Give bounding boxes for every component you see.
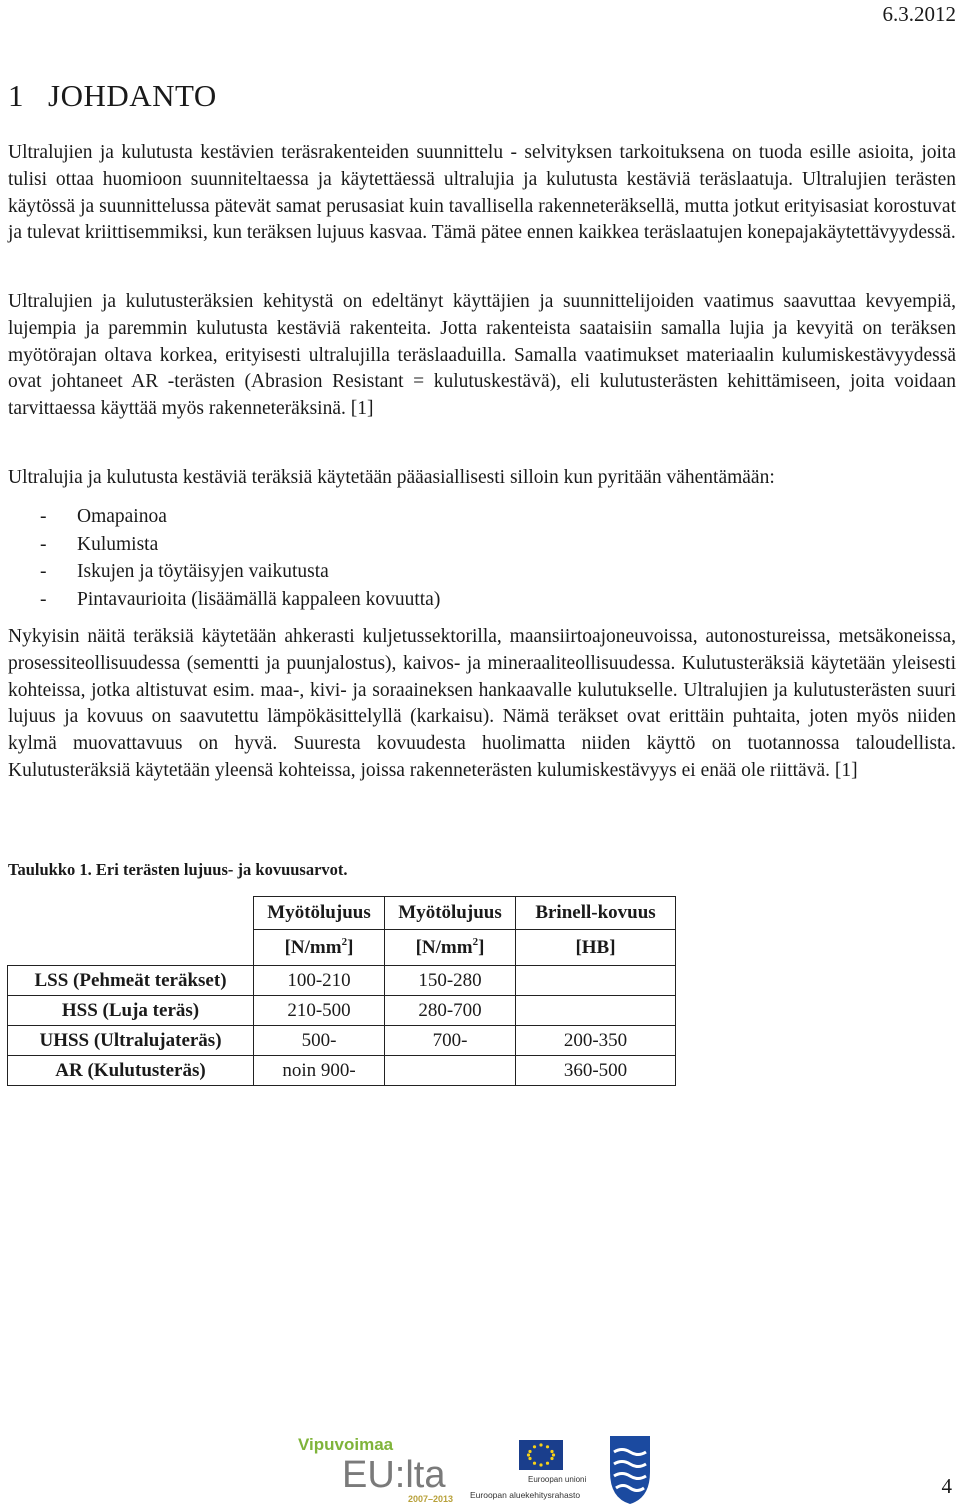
section-number: 1	[8, 78, 24, 113]
list-item: - Iskujen ja töytäisyjen vaikutusta	[40, 561, 329, 582]
footer-logos	[298, 1432, 660, 1506]
steel-properties-table	[7, 896, 676, 1086]
svg-text:Euroopan aluekehitysrahasto: Euroopan aluekehitysrahasto	[470, 1490, 581, 1500]
table-unit-cell: [HB]	[516, 930, 676, 966]
document-date: 6.3.2012	[882, 2, 956, 26]
table-cell	[516, 996, 676, 1026]
table-cell: 210-500	[254, 996, 385, 1026]
eu-flag-icon	[470, 1440, 586, 1500]
table-unit-row	[8, 930, 676, 966]
table-row-label: LSS (Pehmeät teräkset)	[8, 966, 254, 996]
table-row	[8, 996, 676, 1026]
table-unit-cell: $[N/mm^2]$	[254, 930, 385, 966]
paragraph-intro: Ultralujien ja kulutusta kestävien teräsrakenteiden suunnittelu - selvityksen tarkoituksena on tuoda esille asioita, joita tulisi ottaa huomioon suunniteltaessa ja käytettäessä ultralujia ja kulutusta kestäviä teräslaatuja. Ultralujien terästen käytössä ja suunnittelussa pätevät samat perusasiat kuin tavallisella rakenneteräksellä, mutta jotkut erityisasiat korostuvat ja tulevat kriittisemmiksi, kun teräksen lujuus kasvaa. Tämä pätee ennen kaikkea teräslaatujen konepajakäytettävyydessä.	[8, 142, 956, 244]
table-row-label: AR (Kulutusteräs)	[8, 1056, 254, 1086]
list-item: - Omapainoa	[40, 506, 167, 527]
table-caption: Taulukko 1. Eri terästen lujuus- ja kovuusarvot.	[8, 860, 348, 879]
table-row	[8, 966, 676, 996]
table-cell: 500-	[254, 1026, 385, 1056]
reduction-list	[40, 503, 440, 613]
table-row	[8, 1056, 676, 1086]
table-cell: 700-	[385, 1026, 516, 1056]
table-cell: 280-700	[385, 996, 516, 1026]
paragraph-development: Ultralujien ja kulutusteräksien kehitystä on edeltänyt käyttäjien ja suunnittelijoiden vaatimus saavuttaa kevyempiä, lujempia ja paremmin kulutusta kestäviä rakenteita. Jotta rakenteista saataisiin samalla lujia ja kevyitä on teräksen myötörajan oltava korkea, erityisesti ultralujilla teräslaaduilla. Samalla vaatimukset materiaalin kulumiskestävyydessä ovat johtaneet AR -terästen (Abrasion Resistant = kulutuskestävä), eli kulutusterästen kehittämiseen, joita voidaan tarvittaessa käyttää myös rakenneteräksinä. [1]	[8, 291, 956, 420]
section-heading	[8, 78, 217, 114]
table-header-cell: Myötölujuus	[254, 897, 385, 930]
table-row-label: UHSS (Ultralujateräs)	[8, 1026, 254, 1056]
table-unit-cell: $[N/mm^2]$	[385, 930, 516, 966]
list-item: - Pintavaurioita (lisäämällä kappaleen kovuutta)	[40, 588, 441, 610]
svg-text:2007–2013: 2007–2013	[408, 1494, 454, 1504]
page-number: 4	[941, 1474, 952, 1498]
table-row-label: HSS (Luja teräs)	[8, 996, 254, 1026]
svg-text:Vipuvoimaa: Vipuvoimaa	[298, 1435, 394, 1454]
svg-text:Euroopan unioni: Euroopan unioni	[528, 1475, 587, 1484]
section-title: JOHDANTO	[48, 78, 217, 113]
paragraph-applications: Nykyisin näitä teräksiä käytetään ahkerasti kuljetussektorilla, maansiirtoajoneuvoissa, autonostureissa, metsäkoneissa, prosessiteollisuudessa (sementti ja puunjalostus), kaivos- ja mineraaliteollisuudessa. Kulutusteräksiä käytetään yleisesti kohteissa, jotka altistuvat esim. maa-, kivi- ja soraaineksen hankaavalle kulutukselle. Ultralujien ja kulutusterästen suuri lujuus ja kovuus on saavutettu lämpökäsittelyllä (karkaisu). Nämä teräkset ovat erittäin puhtaita, joten myös niiden kylmä muovattavuus on hyvä. Suuresta kovuudesta huolimatta niiden käyttö on tuotannossa taloudellista. Kulutusteräksiä käytetään yleensä kohteissa, joissa rakenneterästen kulumiskestävyys ei enää ole riittävä. [1]	[8, 626, 956, 781]
table-cell: 100-210	[254, 966, 385, 996]
table-header-cell	[8, 897, 254, 930]
table-cell	[385, 1056, 516, 1086]
table-header-cell	[8, 930, 254, 966]
paragraph-usage-intro: Ultralujia ja kulutusta kestäviä teräksiä käytetään pääasiallisesti silloin kun pyritään vähentämään:	[8, 467, 775, 488]
coat-of-arms-icon	[610, 1436, 650, 1504]
table-row	[8, 1026, 676, 1056]
svg-text:EU:lta: EU:lta	[342, 1454, 446, 1496]
list-item: - Kulumista	[40, 533, 159, 555]
table-cell: 200-350	[516, 1026, 676, 1056]
table-cell	[516, 966, 676, 996]
table-header-cell: Brinell-kovuus	[516, 897, 676, 930]
vipuvoimaa-eulta-logo	[298, 1435, 453, 1504]
table-header-row	[8, 897, 676, 930]
table-header-cell: Myötölujuus	[385, 897, 516, 930]
table-cell: 150-280	[385, 966, 516, 996]
table-cell: 360-500	[516, 1056, 676, 1086]
table-cell: noin 900-	[254, 1056, 385, 1086]
